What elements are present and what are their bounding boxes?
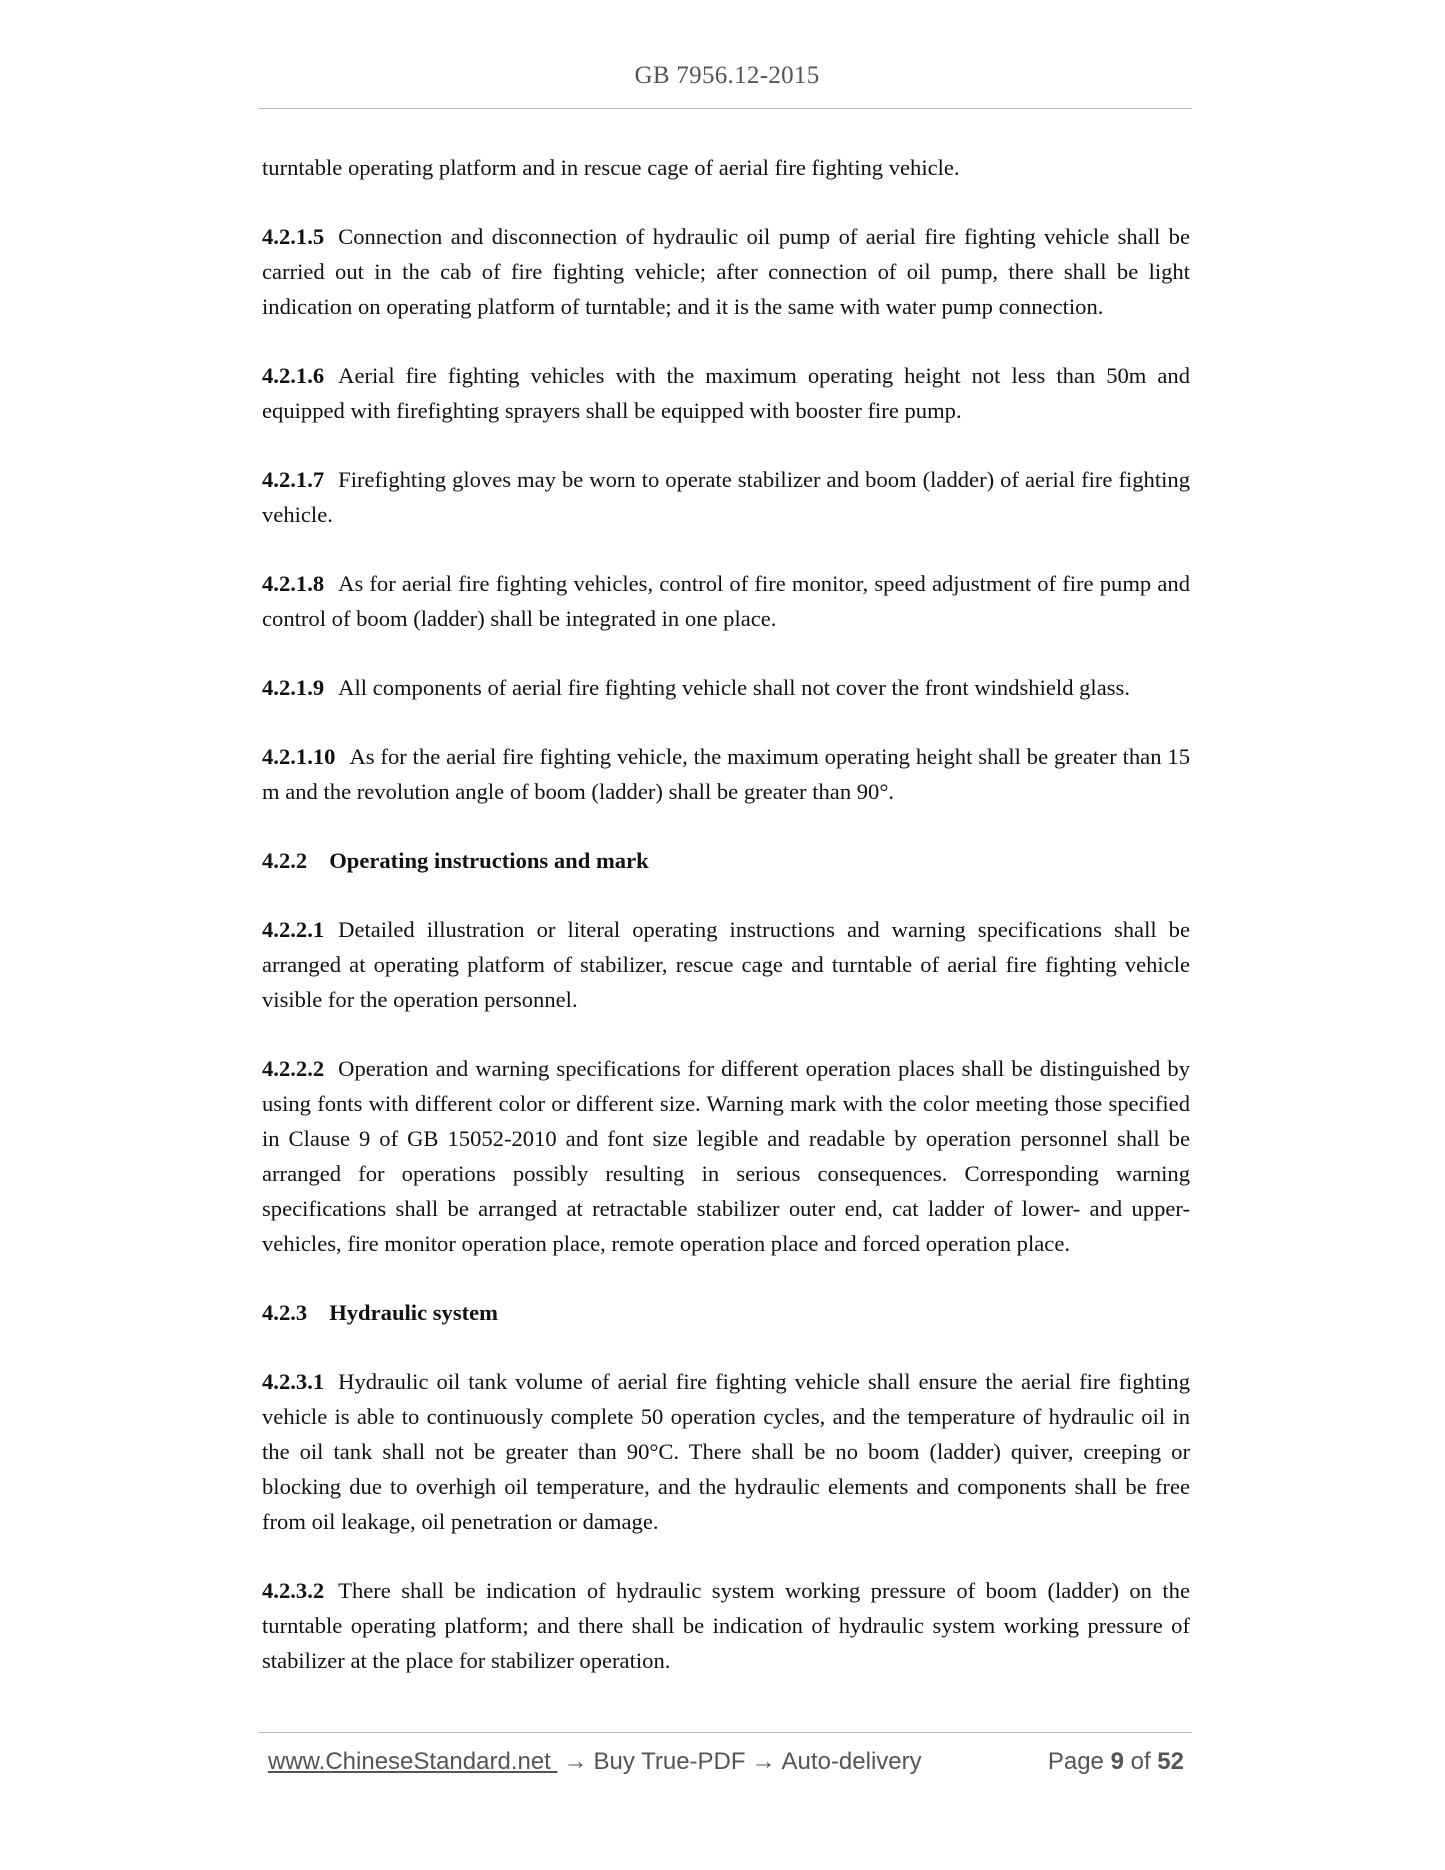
page-indicator: [1048, 1748, 1184, 1776]
clause-4-2-1-9: [262, 670, 1190, 705]
clause-number: 4.2.2.2: [262, 1056, 325, 1081]
clause-text: Firefighting gloves may be worn to operate stabilizer and boom (ladder) of aerial fire fighting vehicle.: [262, 467, 1190, 527]
clause-text: Hydraulic oil tank volume of aerial fire fighting vehicle shall ensure the aerial fire fighting vehicle is able to continuously complete 50 operation cycles, and the temperature of hydraulic oil in the oil tank shall not be greater than 90°C. There shall be no boom (ladder) quiver, creeping or blocking due to overhigh oil temperature, and the hydraulic elements and components shall be free from oil leakage, oil penetration or damage.: [262, 1369, 1190, 1534]
clause-text: Detailed illustration or literal operating instructions and warning specifications shall be arranged at operating platform of stabilizer, rescue cage and turntable of aerial fire fighting vehicle visible for the operation personnel.: [262, 917, 1190, 1012]
clause-text: Operation and warning specifications for different operation places shall be distinguished by using fonts with different color or different size. Warning mark with the color meeting those specified in Clause 9 of GB 15052-2010 and font size legible and readable by operation personnel shall be arranged for operations possibly resulting in serious consequences. Corresponding warning specifications shall be arranged at retractable stabilizer outer end, cat ladder of lower- and upper-vehicles, fire monitor operation place, remote operation place and forced operation place.: [262, 1056, 1190, 1256]
clause-4-2-3-2: [262, 1573, 1190, 1678]
clause-4-2-2-2: [262, 1051, 1190, 1261]
clause-4-2-1-10: [262, 739, 1190, 809]
intro-text: turntable operating platform and in rescue cage of aerial fire fighting vehicle.: [262, 155, 960, 180]
clause-4-2-3-1: [262, 1364, 1190, 1539]
clause-text: There shall be indication of hydraulic system working pressure of boom (ladder) on the turntable operating platform; and there shall be indication of hydraulic system working pressure of stabilizer at the place for stabilizer operation.: [262, 1578, 1190, 1673]
footer-left: [268, 1748, 922, 1776]
clause-text: Aerial fire fighting vehicles with the maximum operating height not less than 50m and equipped with firefighting sprayers shall be equipped with booster fire pump.: [262, 363, 1190, 423]
clause-4-2-1-5: [262, 219, 1190, 324]
of-label: of: [1130, 1748, 1151, 1775]
section-title: Hydraulic system: [329, 1300, 499, 1325]
clause-4-2-1-6: [262, 358, 1190, 428]
section-heading-4-2-3: [262, 1295, 1190, 1330]
section-number: 4.2.2: [262, 848, 308, 873]
section-heading-4-2-2: [262, 843, 1190, 878]
clause-text: All components of aerial fire fighting vehicle shall not cover the front windshield glass.: [338, 675, 1130, 700]
clause-4-2-1-8: [262, 566, 1190, 636]
clause-number: 4.2.2.1: [262, 917, 325, 942]
intro-paragraph: [262, 150, 1190, 185]
clause-4-2-2-1: [262, 912, 1190, 1017]
clause-text: Connection and disconnection of hydraulic oil pump of aerial fire fighting vehicle shall be carried out in the cab of fire fighting vehicle; after connection of oil pump, there shall be light indication on operating platform of turntable; and it is the same with water pump connection.: [262, 224, 1190, 319]
clause-number: 4.2.1.6: [262, 363, 325, 388]
clause-text: As for aerial fire fighting vehicles, control of fire monitor, speed adjustment of fire pump and control of boom (ladder) shall be integrated in one place.: [262, 571, 1190, 631]
website-link[interactable]: www.ChineseStandard.net: [268, 1748, 558, 1775]
page-number: 9: [1110, 1748, 1124, 1775]
clause-text: As for the aerial fire fighting vehicle, the maximum operating height shall be greater than 15 m and the revolution angle of boom (ladder) shall be greater than 90°.: [262, 744, 1190, 804]
clause-number: 4.2.3.1: [262, 1369, 325, 1394]
header-title: GB 7956.12-2015: [634, 62, 820, 89]
clause-number: 4.2.3.2: [262, 1578, 325, 1603]
clause-number: 4.2.1.9: [262, 675, 325, 700]
clause-number: 4.2.1.10: [262, 744, 336, 769]
arrow-right-icon: →: [563, 1748, 588, 1775]
header-divider: [258, 108, 1192, 109]
clause-4-2-1-7: [262, 462, 1190, 532]
footer-divider: [258, 1732, 1192, 1733]
section-title: Operating instructions and mark: [329, 848, 649, 873]
arrow-right-icon: →: [751, 1748, 776, 1775]
clause-number: 4.2.1.8: [262, 571, 325, 596]
buy-true-pdf-text: Buy True-PDF: [593, 1748, 746, 1775]
clause-number: 4.2.1.5: [262, 224, 325, 249]
auto-delivery-text: Auto-delivery: [781, 1748, 922, 1775]
section-number: 4.2.3: [262, 1300, 308, 1325]
clause-number: 4.2.1.7: [262, 467, 325, 492]
page-label: Page: [1047, 1748, 1104, 1775]
document-body: [262, 150, 1190, 1712]
total-pages: 52: [1157, 1748, 1184, 1775]
